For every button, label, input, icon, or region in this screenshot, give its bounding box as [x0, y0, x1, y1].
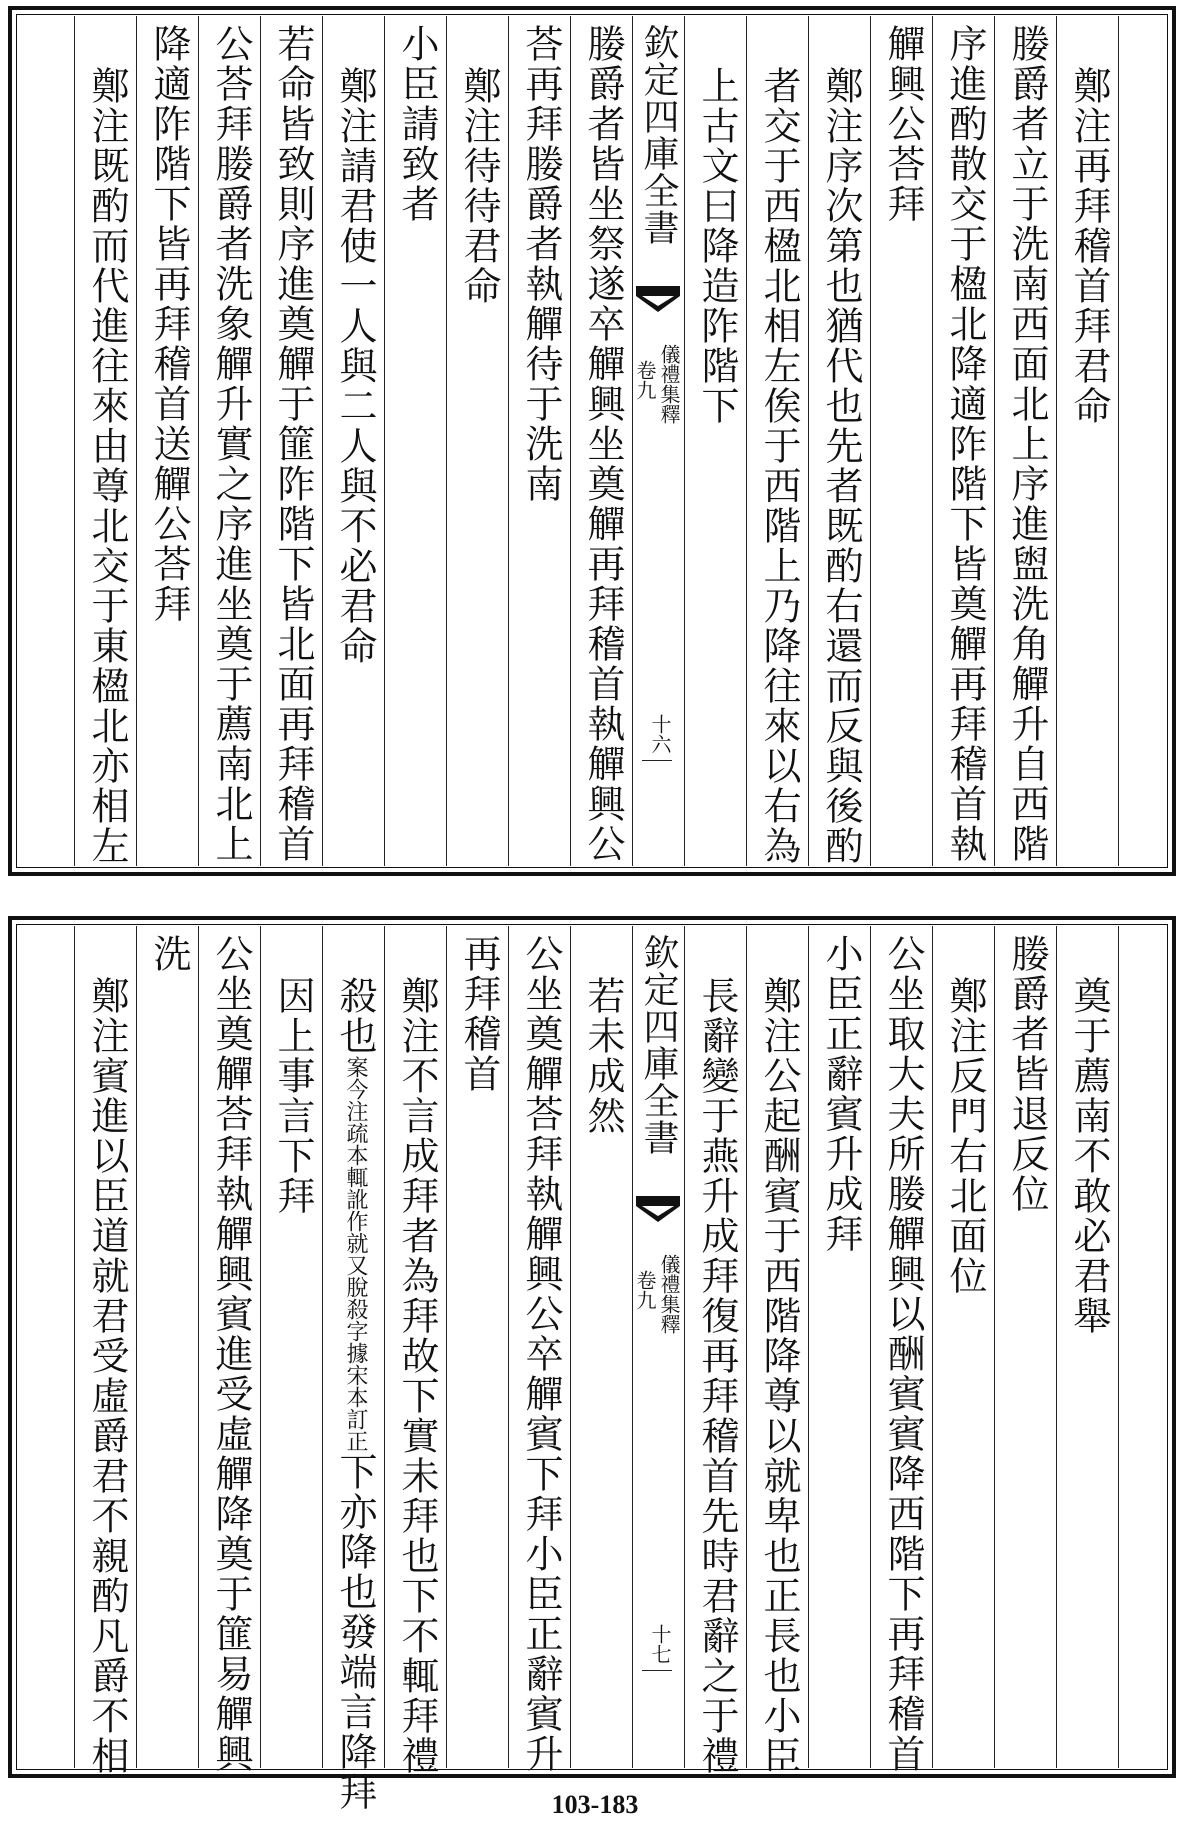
text-column: 鄭注不言成拜者為拜故下實未拜也下不輒拜禮	[395, 976, 439, 1776]
column-rule	[508, 16, 509, 866]
column-rule	[746, 926, 747, 1768]
text-column: 鄭注再拜稽首拜君命	[1067, 66, 1111, 426]
text-column: 媵爵者皆退反位	[1005, 934, 1049, 1214]
leaf-number-rule	[642, 760, 672, 761]
book-title: 欽定四庫全書	[638, 24, 679, 246]
text-column: 上古文曰降造阼階下	[695, 66, 739, 426]
fishtail-ornament	[636, 286, 680, 314]
text-column: 鄭注公起酬賓于西階降尊以就卑也正長也小臣	[757, 976, 801, 1776]
text-column: 荅再拜媵爵者執觶待于洗南	[519, 24, 563, 504]
text-column: 若未成然	[581, 976, 625, 1136]
column-rule	[684, 926, 685, 1768]
column-rule	[136, 16, 137, 866]
column-rule	[808, 16, 809, 866]
column-rule	[570, 926, 571, 1768]
text-column: 公坐奠觶荅拜執觶興公卒觶賓下拜小臣正辭賓升	[519, 934, 563, 1774]
text-column: 鄭注請君使一人與二人與不必君命	[333, 66, 377, 666]
text-column: 鄭注待待君命	[457, 66, 501, 306]
text-segment: 下亦降也發端言降拜	[333, 1452, 377, 1812]
page-footer-number: 103-183	[551, 1790, 639, 1819]
column-rule	[1056, 16, 1057, 866]
text-column: 序進酌散交于楹北降適阼階下皆奠觶再拜稽首執	[943, 24, 987, 864]
text-column: 者交于西楹北相左俟于西階上乃降往來以右為	[757, 66, 801, 866]
column-rule	[136, 926, 137, 1768]
text-column: 降適阼階下皆再拜稽首送觶公荅拜	[147, 24, 191, 624]
column-rule	[74, 926, 75, 1768]
text-column: 公荅拜媵爵者洗象觶升實之序進坐奠于薦南北上	[209, 24, 253, 864]
column-rule	[508, 926, 509, 1768]
text-column: 再拜稽首	[457, 934, 501, 1094]
column-rule	[384, 16, 385, 866]
leaf-number: 十七	[648, 1624, 672, 1664]
column-rule	[384, 926, 385, 1768]
column-rule	[74, 16, 75, 866]
column-rule	[570, 16, 571, 866]
text-column: 觶興公荅拜	[881, 24, 925, 224]
column-rule	[870, 926, 871, 1768]
text-column: 媵爵者立于洗南西面北上序進盥洗角觶升自西階	[1005, 24, 1049, 864]
column-rule	[322, 16, 323, 866]
column-rule	[1118, 16, 1119, 866]
text-column: 媵爵者皆坐祭遂卒觶興坐奠觶再拜稽首執觶興公	[581, 24, 625, 864]
leaf-number: 十六	[648, 714, 672, 754]
column-rule	[198, 926, 199, 1768]
column-rule	[446, 16, 447, 866]
column-rule	[1118, 926, 1119, 1768]
text-column: 鄭注賓進以臣道就君受虛爵君不親酌凡爵不相	[85, 976, 129, 1776]
text-column: 公坐取大夫所媵觶興以酬賓賓降西階下再拜稽首	[881, 934, 925, 1774]
column-rule	[932, 16, 933, 866]
column-rule	[932, 926, 933, 1768]
column-rule	[808, 926, 809, 1768]
text-column: 小臣請致者	[395, 24, 439, 224]
center-banner	[632, 24, 684, 858]
text-column: 洗	[147, 934, 191, 974]
text-segment: 殺也	[333, 976, 377, 1056]
book-subtitle: 儀禮集釋	[657, 344, 681, 424]
fishtail-ornament	[636, 1196, 680, 1224]
column-rule	[746, 16, 747, 866]
text-column: 鄭注反門右北面位	[943, 976, 987, 1296]
page-upper	[8, 6, 1176, 876]
text-column: 因上事言下拜	[271, 976, 315, 1216]
book-title: 欽定四庫全書	[638, 934, 679, 1156]
volume-label: 卷九	[633, 360, 657, 400]
book-subtitle: 儀禮集釋	[657, 1254, 681, 1334]
text-column: 奠于薦南不敢必君舉	[1067, 976, 1111, 1336]
text-column-with-note	[334, 976, 376, 1812]
leaf-number-rule	[642, 1670, 672, 1671]
volume-label: 卷九	[633, 1270, 657, 1310]
column-rule	[1056, 926, 1057, 1768]
editorial-note: 案今注疏本輒訛作就又脫殺字據宋本訂正	[343, 1056, 368, 1452]
column-rule	[260, 926, 261, 1768]
column-rule	[198, 16, 199, 866]
text-column: 長辭變于燕升成拜復再拜稽首先時君辭之于禮	[695, 976, 739, 1776]
column-rule	[994, 16, 995, 866]
column-rule	[446, 926, 447, 1768]
text-column: 鄭注序次第也猶代也先者既酌右還而反與後酌	[819, 66, 863, 866]
text-column: 鄭注既酌而代進往來由尊北交于東楹北亦相左	[85, 66, 129, 866]
column-rule	[322, 926, 323, 1768]
center-banner	[632, 934, 684, 1760]
column-rule	[260, 16, 261, 866]
column-rule	[994, 926, 995, 1768]
column-rule	[684, 16, 685, 866]
column-rule	[870, 16, 871, 866]
text-column: 公坐奠觶荅拜執觶興賓進受虛觶降奠于篚易觶興	[209, 934, 253, 1774]
text-column: 小臣正辭賓升成拜	[819, 934, 863, 1254]
text-column: 若命皆致則序進奠觶于篚阼階下皆北面再拜稽首	[271, 24, 315, 864]
